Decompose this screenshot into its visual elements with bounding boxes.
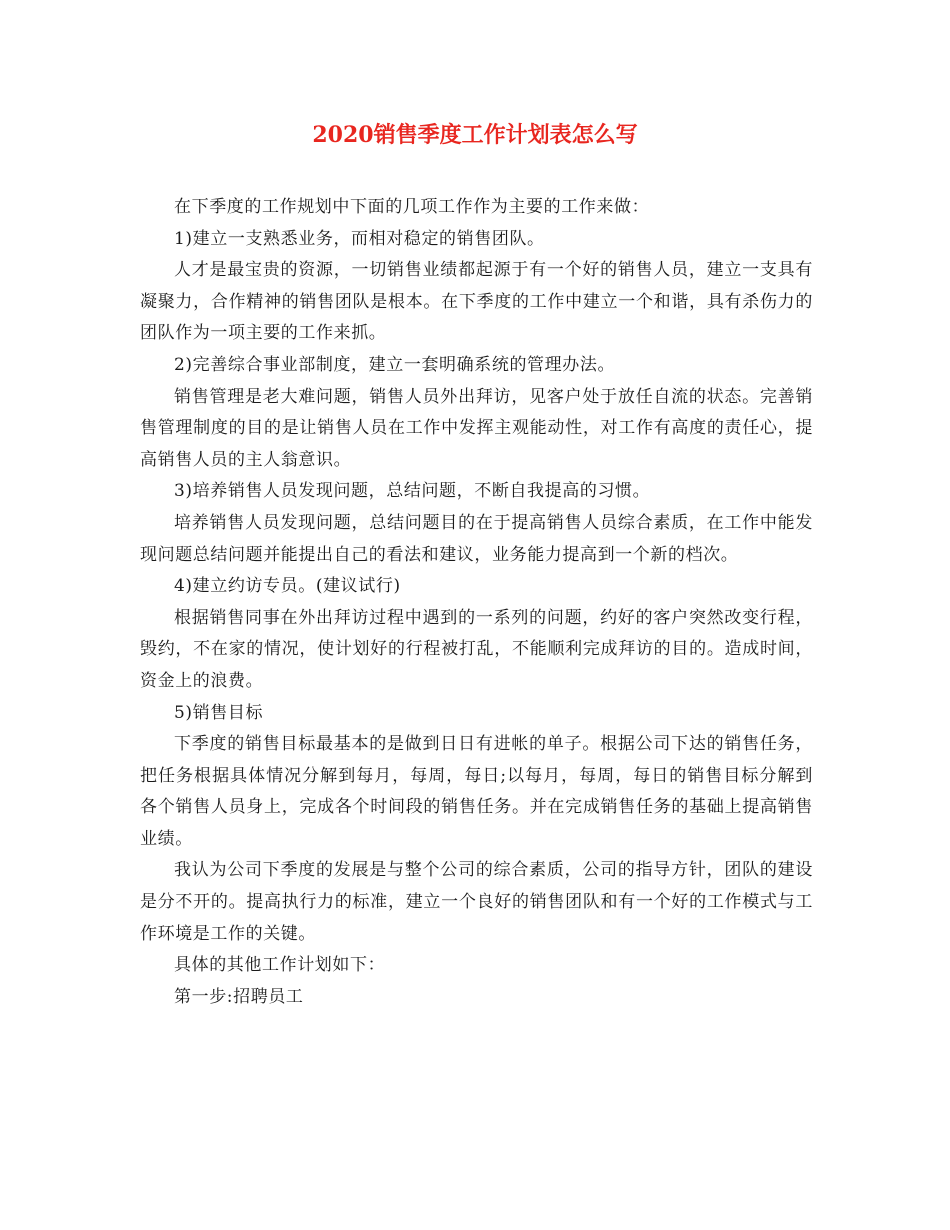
paragraph-heading-4: 4)建立约访专员。(建议试行) xyxy=(174,576,401,597)
document-title: 2020销售季度工作计划表怎么写 xyxy=(312,122,638,148)
paragraph-plan-intro: 具体的其他工作计划如下： xyxy=(174,955,386,976)
paragraph-body-5: 下季度的销售目标最基本的是做到日日有进帐的单子。根据公司下达的销售任务，把任务根据具体情况分解到每月，每周，每日;以每月，每周，每日的销售目标分解到各个销售人员身上，完成各个时间段的销售任务。并在完成销售任务的基础上提高销售业绩。 xyxy=(140,734,813,849)
paragraph-body-1: 人才是最宝贵的资源，一切销售业绩都起源于有一个好的销售人员，建立一支具有凝聚力，合作精神的销售团队是根本。在下季度的工作中建立一个和谐，具有杀伤力的团队作为一项主要的工作来抓。 xyxy=(140,260,813,344)
paragraph-heading-2: 2)完善综合事业部制度，建立一套明确系统的管理办法。 xyxy=(174,354,616,375)
document-body xyxy=(140,192,813,1013)
paragraph-intro: 在下季度的工作规划中下面的几项工作作为主要的工作来做： xyxy=(174,197,650,217)
paragraph-body-2: 销售管理是老大难问题，销售人员外出拜访，见客户处于放任自流的状态。完善销售管理制度的目的是让销售人员在工作中发挥主观能动性，对工作有高度的责任心，提高销售人员的主人翁意识。 xyxy=(140,386,813,470)
paragraph-body-3: 培养销售人员发现问题，总结问题目的在于提高销售人员综合素质，在工作中能发现问题总结问题并能提出自己的看法和建议，业务能力提高到一个新的档次。 xyxy=(140,512,813,565)
paragraph-step-1: 第一步:招聘员工 xyxy=(174,986,304,1007)
paragraph-heading-3: 3)培养销售人员发现问题，总结问题，不断自我提高的习惯。 xyxy=(174,481,651,502)
paragraph-heading-5: 5)销售目标 xyxy=(174,702,264,723)
paragraph-heading-1: 1)建立一支熟悉业务，而相对稳定的销售团队。 xyxy=(174,228,545,249)
paragraph-summary: 我认为公司下季度的发展是与整个公司的综合素质，公司的指导方针，团队的建设是分不开的。提高执行力的标准，建立一个良好的销售团队和有一个好的工作模式与工作环境是工作的关键。 xyxy=(140,860,813,944)
paragraph-body-4: 根据销售同事在外出拜访过程中遇到的一系列的问题，约好的客户突然改变行程，毁约，不在家的情况，使计划好的行程被打乱，不能顺利完成拜访的目的。造成时间，资金上的浪费。 xyxy=(140,607,813,691)
